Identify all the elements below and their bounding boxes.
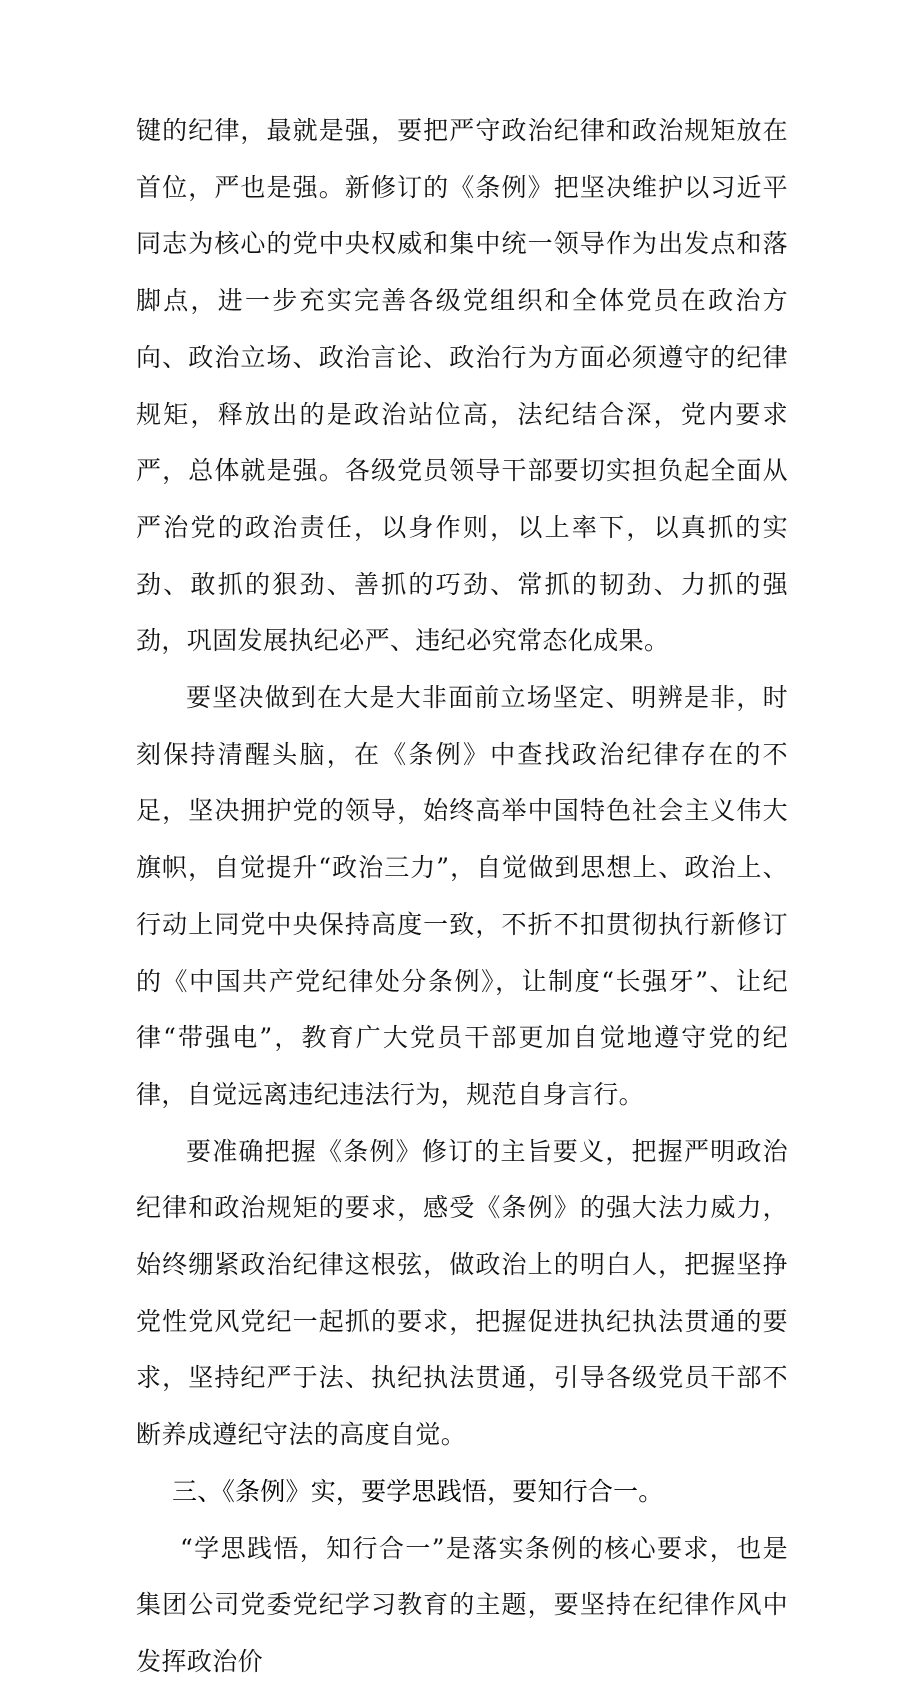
- section-heading: 三、《条例》实，要学思践悟，要知行合一。: [172, 1476, 664, 1506]
- paragraph-political-stance: 要坚决做到在大是大非面前立场坚定、明辨是非，时刻保持清醒头脑，在《条例》中查找政治纪律存在的不足，坚决拥护党的领导，始终高举中国特色社会主义伟大旗帜，自觉提升“政治三力”，自觉做到思想上、政治上、行动上同党中央保持高度一致，不折不扣贯彻执行新修订的《中国共产党纪律处分条例》，让制度“长强牙”、让纪律“带强电”，教育广大党员干部更加自觉地遵守党的纪律，自觉远离违纪违法行为，规范自身言行。: [136, 683, 788, 1109]
- document-body: [136, 103, 788, 1691]
- paragraph-learn-practice: “学思践悟，知行合一”是落实条例的核心要求，也是集团公司党委党纪学习教育的主题，要坚持在纪律作风中发挥政治价: [136, 1533, 788, 1676]
- paragraph-continued: 键的纪律，最就是强，要把严守政治纪律和政治规矩放在首位，严也是强。新修订的《条例》把坚决维护以习近平同志为核心的党中央权威和集中统一领导作为出发点和落脚点，进一步充实完善各级党组织和全体党员在政治方向、政治立场、政治言论、政治行为方面必须遵守的纪律规矩，释放出的是政治站位高，法纪结合深，党内要求严，总体就是强。各级党员领导干部要切实担负起全面从严治党的政治责任，以身作则，以上率下，以真抓的实劲、敢抓的狠劲、善抓的巧劲、常抓的韧劲、力抓的强劲，巩固发展执纪必严、违纪必究常态化成果。: [136, 116, 788, 656]
- paragraph-grasp-essence: 要准确把握《条例》修订的主旨要义，把握严明政治纪律和政治规矩的要求，感受《条例》的强大法力威力，始终绷紧政治纪律这根弦，做政治上的明白人，把握坚挣党性党风党纪一起抓的要求，把握促进执纪执法贯通的要求，坚持纪严于法、执纪执法贯通，引导各级党员干部不断养成遵纪守法的高度自觉。: [136, 1136, 788, 1450]
